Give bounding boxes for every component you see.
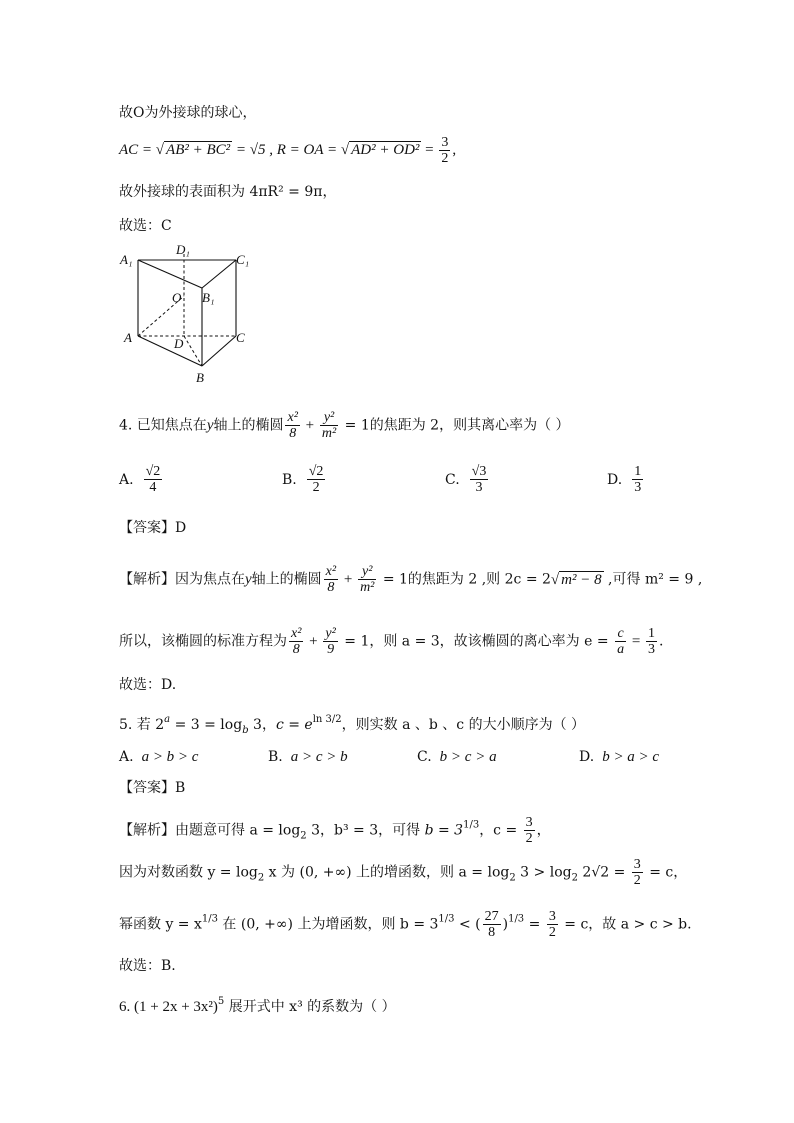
text: 故O为外接球的球心， bbox=[119, 105, 257, 121]
text: 展开式中 x³ 的系数为（ ） bbox=[224, 999, 396, 1015]
fraction bbox=[289, 626, 303, 657]
label-A: A bbox=[124, 330, 132, 345]
sol3-line2 bbox=[119, 135, 456, 166]
superscript: 5 bbox=[217, 996, 225, 1007]
option-label: D. bbox=[579, 749, 595, 765]
text: b = 3 bbox=[424, 822, 464, 839]
label-D: D bbox=[174, 336, 184, 351]
sol3-line1 bbox=[119, 104, 256, 122]
fraction bbox=[439, 135, 450, 166]
text: AD² + OD² bbox=[351, 141, 420, 158]
text: 因为对数函数 y = log bbox=[119, 864, 258, 881]
option-text: b > a > c bbox=[602, 749, 660, 765]
text: . bbox=[659, 633, 664, 650]
q5-option-a bbox=[119, 748, 198, 766]
fraction bbox=[524, 815, 535, 846]
text: 故选：B. bbox=[119, 958, 176, 974]
q4-answer bbox=[119, 519, 186, 537]
numerator: c bbox=[617, 626, 624, 641]
text: m² − 8 bbox=[561, 571, 602, 588]
denominator: a bbox=[617, 642, 625, 657]
q5-analysis-line2 bbox=[119, 857, 687, 888]
label-C1: C₁ bbox=[236, 252, 250, 267]
text: 3，b³ = 3，可得 bbox=[306, 822, 425, 839]
sqrt: √ AB² + BC² bbox=[155, 141, 231, 158]
text: + bbox=[305, 633, 322, 650]
text: 故外接球的表面积为 4πR² = 9π， bbox=[119, 184, 337, 200]
text: 6. (1 + 2x + 3x²) bbox=[119, 999, 218, 1015]
fraction bbox=[646, 626, 657, 657]
text: = √5 , R = OA = bbox=[232, 141, 341, 158]
numerator: √3 bbox=[471, 464, 487, 479]
text: 3 > log bbox=[515, 864, 572, 881]
denominator: 2 bbox=[307, 479, 326, 495]
prism-figure bbox=[118, 240, 268, 390]
subscript: 2 bbox=[571, 872, 578, 884]
sol3-line4 bbox=[119, 217, 172, 235]
denominator: 3 bbox=[634, 480, 642, 495]
sqrt: √ AD² + OD² bbox=[340, 141, 420, 158]
text: = bbox=[421, 141, 438, 158]
option-label: B. bbox=[282, 471, 297, 488]
fraction bbox=[632, 857, 643, 888]
text: c = e bbox=[275, 717, 313, 733]
text: + bbox=[340, 571, 357, 588]
label-B: B bbox=[196, 370, 204, 385]
text: 【解析】由题意可得 a = log bbox=[119, 822, 301, 839]
fraction bbox=[547, 909, 558, 940]
denominator: 8 bbox=[483, 924, 501, 940]
text: = 1的焦距为 2，则其离心率为（ ） bbox=[340, 417, 570, 434]
text: = 1，则 a = 3，故该椭圆的离心率为 e = bbox=[339, 633, 614, 650]
text: 【解析】因为焦点在 bbox=[119, 571, 245, 588]
q6-stem bbox=[119, 993, 396, 1016]
subscript: b bbox=[242, 725, 249, 736]
denominator: 3 bbox=[648, 642, 656, 657]
text: 5. 若 2 bbox=[119, 717, 165, 733]
numerator: √2 bbox=[308, 464, 324, 479]
edge bbox=[202, 260, 236, 288]
option-label: B. bbox=[268, 749, 283, 765]
q5-option-c bbox=[417, 748, 497, 766]
text: + bbox=[301, 417, 318, 434]
text: 轴上的椭圆 bbox=[213, 417, 284, 434]
fraction bbox=[632, 464, 643, 495]
numerator: y² bbox=[325, 626, 336, 641]
fraction bbox=[320, 410, 338, 441]
denominator: 2 bbox=[548, 925, 556, 940]
numerator: y² bbox=[323, 410, 335, 425]
text: 幂函数 y = x bbox=[119, 916, 202, 933]
denominator: m² bbox=[360, 580, 375, 595]
q4-analysis-line2 bbox=[119, 626, 663, 657]
numerator: x² bbox=[291, 626, 302, 641]
fraction bbox=[285, 410, 299, 441]
numerator: 3 bbox=[633, 857, 641, 872]
q4-option-c bbox=[445, 464, 490, 495]
fraction bbox=[483, 909, 501, 940]
denominator: 2 bbox=[525, 831, 533, 846]
text: 【答案】B bbox=[119, 780, 186, 796]
q4-option-d bbox=[607, 464, 645, 495]
text: 故选：C bbox=[119, 218, 172, 234]
label-O: O bbox=[172, 290, 182, 305]
edge bbox=[138, 260, 202, 288]
label-D1: D₁ bbox=[176, 242, 190, 257]
denominator: 3 bbox=[470, 479, 489, 495]
denominator: m² bbox=[321, 426, 337, 441]
text: = c，故 a > c > b. bbox=[559, 916, 692, 933]
option-label: C. bbox=[445, 471, 460, 488]
label-B1: B₁ bbox=[202, 290, 215, 305]
text: 轴上的椭圆 bbox=[251, 571, 322, 588]
edge bbox=[202, 336, 236, 366]
denominator: 8 bbox=[289, 641, 303, 657]
text: AB² + BC² bbox=[166, 141, 231, 158]
superscript: a bbox=[164, 714, 171, 725]
q4-option-b bbox=[282, 464, 327, 495]
option-text: a > c > b bbox=[290, 749, 348, 765]
option-text: b > c > a bbox=[439, 749, 497, 765]
q5-analysis-line3 bbox=[119, 909, 692, 940]
text: , bbox=[452, 141, 457, 158]
text: ,可得 m² = 9 , bbox=[603, 571, 703, 588]
option-label: A. bbox=[119, 749, 134, 765]
text: 4. 已知焦点在 bbox=[119, 417, 207, 434]
text: y bbox=[206, 417, 214, 434]
text: ) bbox=[502, 916, 509, 933]
text: = 3 = log bbox=[170, 717, 243, 733]
text: = bbox=[524, 916, 545, 933]
fraction bbox=[470, 464, 489, 495]
numerator: 1 bbox=[648, 626, 656, 641]
text: AC = bbox=[119, 141, 156, 158]
option-label: C. bbox=[417, 749, 432, 765]
text: y bbox=[245, 571, 252, 588]
option-label: A. bbox=[119, 471, 134, 488]
sqrt: √ m² − 8 bbox=[550, 571, 602, 588]
text: 2√2 = bbox=[577, 864, 630, 881]
q5-option-d bbox=[579, 748, 659, 766]
text: 3， bbox=[248, 717, 276, 733]
text: ，则实数 a 、b 、c 的大小顺序为（ ） bbox=[341, 717, 586, 733]
option-label: D. bbox=[607, 471, 623, 488]
numerator: 1 bbox=[634, 464, 642, 479]
numerator: x² bbox=[325, 564, 337, 579]
denominator: 4 bbox=[144, 479, 163, 495]
numerator: 3 bbox=[525, 815, 533, 830]
q4-stem bbox=[119, 410, 570, 441]
denominator: 8 bbox=[285, 425, 299, 441]
q5-analysis-line1 bbox=[119, 815, 551, 846]
fraction bbox=[323, 626, 337, 657]
subscript: 2 bbox=[257, 872, 265, 884]
subscript: 2 bbox=[509, 872, 516, 884]
fraction bbox=[324, 564, 338, 595]
superscript: 1/3 bbox=[201, 913, 218, 925]
numerator: 3 bbox=[548, 909, 556, 924]
text: ，c = bbox=[479, 822, 522, 839]
denominator: 2 bbox=[441, 151, 449, 166]
text: x 为 (0, +∞) 上的增函数，则 a = log bbox=[264, 864, 510, 881]
text: 所以，该椭圆的标准方程为 bbox=[119, 633, 287, 650]
superscript: ln 3/2 bbox=[312, 714, 342, 725]
q5-choose bbox=[119, 957, 176, 975]
text: 故选：D. bbox=[119, 677, 177, 693]
fraction bbox=[144, 464, 163, 495]
text: = 1的焦距为 2 ,则 2c = 2 bbox=[378, 571, 551, 588]
q5-option-b bbox=[268, 748, 348, 766]
denominator: 8 bbox=[324, 579, 338, 595]
text: ， bbox=[536, 822, 551, 839]
fraction bbox=[307, 464, 326, 495]
text: = c， bbox=[644, 864, 688, 881]
superscript: 1/3 bbox=[463, 819, 480, 831]
numerator: y² bbox=[362, 564, 373, 579]
option-text: a > b > c bbox=[141, 749, 199, 765]
q5-stem bbox=[119, 711, 585, 740]
q4-option-a bbox=[119, 464, 164, 495]
superscript: 1/3 bbox=[508, 913, 525, 925]
numerator: 27 bbox=[484, 909, 499, 924]
sol3-line3 bbox=[119, 183, 336, 201]
edge bbox=[138, 336, 202, 366]
subscript: 2 bbox=[300, 830, 307, 842]
denominator: 9 bbox=[323, 641, 337, 657]
denominator: 2 bbox=[633, 873, 641, 888]
text: < ( bbox=[454, 916, 481, 933]
text: 【答案】D bbox=[119, 520, 187, 536]
q4-choose bbox=[119, 676, 176, 694]
label-A1: A₁ bbox=[120, 252, 133, 267]
fraction bbox=[358, 564, 376, 595]
label-C: C bbox=[236, 330, 245, 345]
fraction bbox=[615, 626, 626, 657]
superscript: 1/3 bbox=[438, 913, 455, 925]
q5-answer bbox=[119, 779, 185, 797]
q4-analysis-line1 bbox=[119, 564, 702, 595]
text: = bbox=[628, 633, 645, 650]
numerator: 3 bbox=[441, 135, 449, 150]
numerator: x² bbox=[287, 410, 298, 425]
text: 在 (0, +∞) 上为增函数，则 b = 3 bbox=[217, 916, 439, 933]
numerator: √2 bbox=[145, 464, 161, 479]
